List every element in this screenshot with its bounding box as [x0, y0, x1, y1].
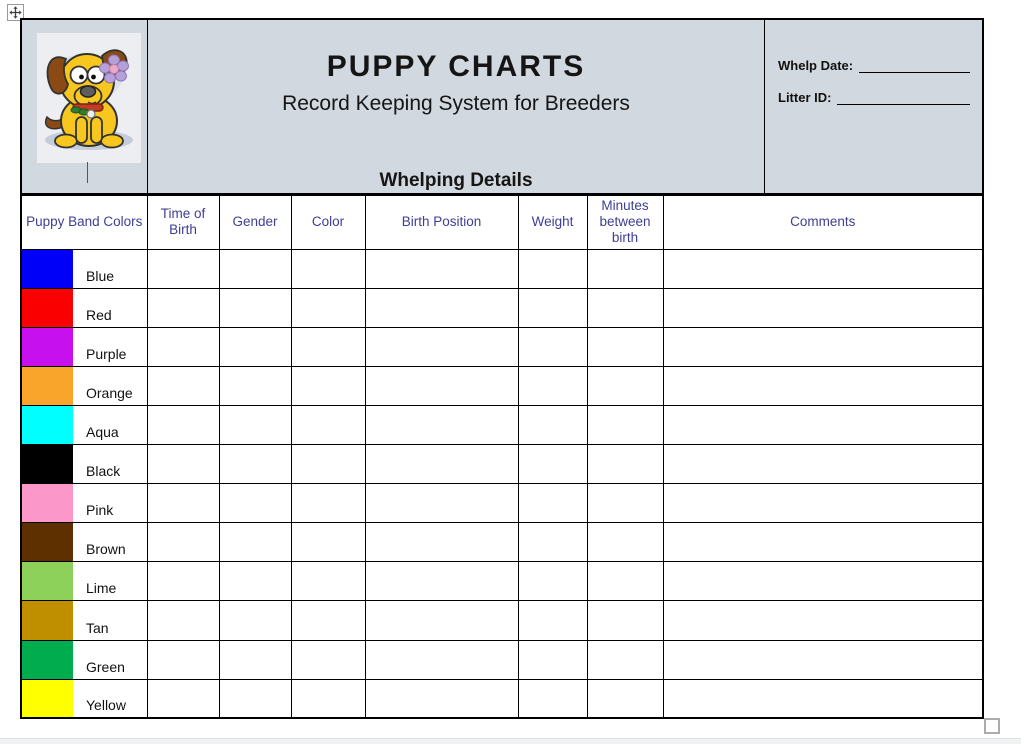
cell-time-of-birth[interactable]: [147, 249, 219, 288]
cell-minutes-between-birth[interactable]: [587, 679, 663, 718]
cell-color[interactable]: [291, 405, 365, 444]
cell-weight[interactable]: [518, 679, 587, 718]
cell-time-of-birth[interactable]: [147, 640, 219, 679]
color-swatch: [22, 484, 73, 522]
puppy-band-cell: [21, 366, 147, 405]
col-header-time-of-birth: Time of Birth: [147, 195, 219, 249]
cell-gender[interactable]: [219, 679, 291, 718]
cell-comments[interactable]: [663, 523, 983, 562]
cell-minutes-between-birth[interactable]: [587, 484, 663, 523]
cell-comments[interactable]: [663, 366, 983, 405]
cell-weight[interactable]: [518, 366, 587, 405]
cell-time-of-birth[interactable]: [147, 405, 219, 444]
header-band: [20, 18, 984, 194]
table-row: [21, 327, 983, 366]
cell-comments[interactable]: [663, 249, 983, 288]
cell-color[interactable]: [291, 249, 365, 288]
cell-gender[interactable]: [219, 249, 291, 288]
title-cell: [148, 20, 765, 193]
color-swatch-label: Brown: [86, 541, 126, 558]
color-swatch: [22, 445, 73, 483]
cell-time-of-birth[interactable]: [147, 562, 219, 601]
color-swatch-label: Tan: [86, 619, 109, 636]
cell-birth-position[interactable]: [365, 249, 518, 288]
cell-color[interactable]: [291, 445, 365, 484]
color-swatch: [22, 523, 73, 561]
color-swatch: [22, 601, 73, 639]
page-subtitle: Record Keeping System for Breeders: [282, 92, 630, 115]
cell-time-of-birth[interactable]: [147, 484, 219, 523]
cell-birth-position[interactable]: [365, 562, 518, 601]
table-resize-handle[interactable]: [984, 718, 1000, 734]
cell-color[interactable]: [291, 679, 365, 718]
cell-weight[interactable]: [518, 405, 587, 444]
cell-color[interactable]: [291, 523, 365, 562]
col-header-comments: Comments: [663, 195, 983, 249]
col-header-minutes-between-birth: Minutes between birth: [587, 195, 663, 249]
color-swatch: [22, 289, 73, 327]
table-row: [21, 366, 983, 405]
cell-gender[interactable]: [219, 601, 291, 640]
puppy-band-cell: [21, 249, 147, 288]
puppy-band-cell: [21, 562, 147, 601]
cell-minutes-between-birth[interactable]: [587, 405, 663, 444]
color-swatch-label: Aqua: [86, 424, 119, 441]
cell-birth-position[interactable]: [365, 288, 518, 327]
cell-color[interactable]: [291, 327, 365, 366]
cell-gender[interactable]: [219, 523, 291, 562]
cell-color[interactable]: [291, 562, 365, 601]
color-swatch: [22, 680, 73, 718]
cell-comments[interactable]: [663, 484, 983, 523]
cell-weight[interactable]: [518, 445, 587, 484]
cell-birth-position[interactable]: [365, 601, 518, 640]
table-row: [21, 484, 983, 523]
cell-weight[interactable]: [518, 562, 587, 601]
col-header-puppy-band-colors: Puppy Band Colors: [21, 195, 147, 249]
cell-birth-position[interactable]: [365, 523, 518, 562]
logo-cell: [22, 20, 148, 193]
puppy-chart-table: [20, 18, 984, 719]
section-title: Whelping Details: [379, 170, 533, 191]
table-row: [21, 679, 983, 718]
puppy-band-cell: [21, 445, 147, 484]
cell-gender[interactable]: [219, 484, 291, 523]
whelping-details-table: [20, 194, 984, 719]
cell-time-of-birth[interactable]: [147, 366, 219, 405]
litter-id-label: Litter ID:: [778, 90, 832, 105]
cell-gender[interactable]: [219, 366, 291, 405]
text-cursor-mark: [87, 162, 88, 183]
cell-minutes-between-birth[interactable]: [587, 445, 663, 484]
cell-birth-position[interactable]: [365, 484, 518, 523]
col-header-birth-position: Birth Position: [365, 195, 518, 249]
color-swatch: [22, 328, 73, 366]
cell-comments[interactable]: [663, 405, 983, 444]
cell-time-of-birth[interactable]: [147, 288, 219, 327]
litter-id-field[interactable]: [837, 90, 970, 105]
table-row: [21, 288, 983, 327]
color-swatch-label: Red: [86, 306, 112, 323]
cell-time-of-birth[interactable]: [147, 327, 219, 366]
color-swatch: [22, 406, 73, 444]
puppy-band-cell: [21, 523, 147, 562]
puppy-band-cell: [21, 484, 147, 523]
cell-time-of-birth[interactable]: [147, 679, 219, 718]
color-swatch-label: Orange: [86, 384, 133, 401]
cell-comments[interactable]: [663, 445, 983, 484]
cell-minutes-between-birth[interactable]: [587, 640, 663, 679]
puppy-band-cell: [21, 679, 147, 718]
cell-gender[interactable]: [219, 445, 291, 484]
col-header-color: Color: [291, 195, 365, 249]
cell-weight[interactable]: [518, 249, 587, 288]
cell-minutes-between-birth[interactable]: [587, 601, 663, 640]
table-row: [21, 405, 983, 444]
cell-comments[interactable]: [663, 562, 983, 601]
whelp-info-cell: [765, 20, 982, 193]
color-swatch: [22, 641, 73, 679]
col-header-gender: Gender: [219, 195, 291, 249]
cell-color[interactable]: [291, 640, 365, 679]
cell-birth-position[interactable]: [365, 445, 518, 484]
cell-birth-position[interactable]: [365, 405, 518, 444]
puppy-band-cell: [21, 640, 147, 679]
color-swatch-label: Blue: [86, 267, 115, 284]
cell-comments[interactable]: [663, 327, 983, 366]
cell-minutes-between-birth[interactable]: [587, 562, 663, 601]
color-swatch-label: Lime: [86, 580, 117, 597]
cell-color[interactable]: [291, 288, 365, 327]
cell-comments[interactable]: [663, 679, 983, 718]
color-swatch-label: Pink: [86, 502, 114, 519]
color-swatch-label: Yellow: [86, 697, 126, 714]
cell-birth-position[interactable]: [365, 366, 518, 405]
cell-birth-position[interactable]: [365, 640, 518, 679]
cell-weight[interactable]: [518, 601, 587, 640]
cell-gender[interactable]: [219, 288, 291, 327]
cell-weight[interactable]: [518, 288, 587, 327]
cell-minutes-between-birth[interactable]: [587, 327, 663, 366]
cell-color[interactable]: [291, 366, 365, 405]
cell-weight[interactable]: [518, 327, 587, 366]
cell-weight[interactable]: [518, 640, 587, 679]
page-edge: [0, 738, 1021, 744]
cell-color[interactable]: [291, 484, 365, 523]
puppy-band-cell: [21, 327, 147, 366]
cell-comments[interactable]: [663, 288, 983, 327]
cell-time-of-birth[interactable]: [147, 445, 219, 484]
cell-gender[interactable]: [219, 327, 291, 366]
cell-birth-position[interactable]: [365, 679, 518, 718]
puppy-band-cell: [21, 288, 147, 327]
cell-minutes-between-birth[interactable]: [587, 249, 663, 288]
table-row: [21, 523, 983, 562]
cell-weight[interactable]: [518, 484, 587, 523]
table-header-row: [21, 195, 983, 249]
whelp-date-field[interactable]: [859, 58, 970, 73]
cell-weight[interactable]: [518, 523, 587, 562]
col-header-weight: Weight: [518, 195, 587, 249]
cell-minutes-between-birth[interactable]: [587, 523, 663, 562]
cell-birth-position[interactable]: [365, 327, 518, 366]
cell-time-of-birth[interactable]: [147, 601, 219, 640]
cell-minutes-between-birth[interactable]: [587, 288, 663, 327]
table-row: [21, 640, 983, 679]
table-row: [21, 249, 983, 288]
cell-minutes-between-birth[interactable]: [587, 366, 663, 405]
table-row: [21, 562, 983, 601]
puppy-cartoon-image: [37, 33, 141, 163]
color-swatch: [22, 250, 73, 288]
cell-comments[interactable]: [663, 640, 983, 679]
cell-gender[interactable]: [219, 405, 291, 444]
cell-color[interactable]: [291, 601, 365, 640]
color-swatch-label: Purple: [86, 345, 127, 362]
color-swatch: [22, 562, 73, 600]
cell-comments[interactable]: [663, 601, 983, 640]
cell-gender[interactable]: [219, 562, 291, 601]
whelp-date-label: Whelp Date:: [778, 58, 854, 73]
page-title: PUPPY CHARTS: [326, 50, 586, 83]
table-row: [21, 445, 983, 484]
cell-gender[interactable]: [219, 640, 291, 679]
color-swatch-label: Green: [86, 658, 125, 675]
color-swatch-label: Black: [86, 463, 121, 480]
puppy-band-cell: [21, 601, 147, 640]
puppy-band-cell: [21, 405, 147, 444]
color-swatch: [22, 367, 73, 405]
cell-time-of-birth[interactable]: [147, 523, 219, 562]
table-row: [21, 601, 983, 640]
